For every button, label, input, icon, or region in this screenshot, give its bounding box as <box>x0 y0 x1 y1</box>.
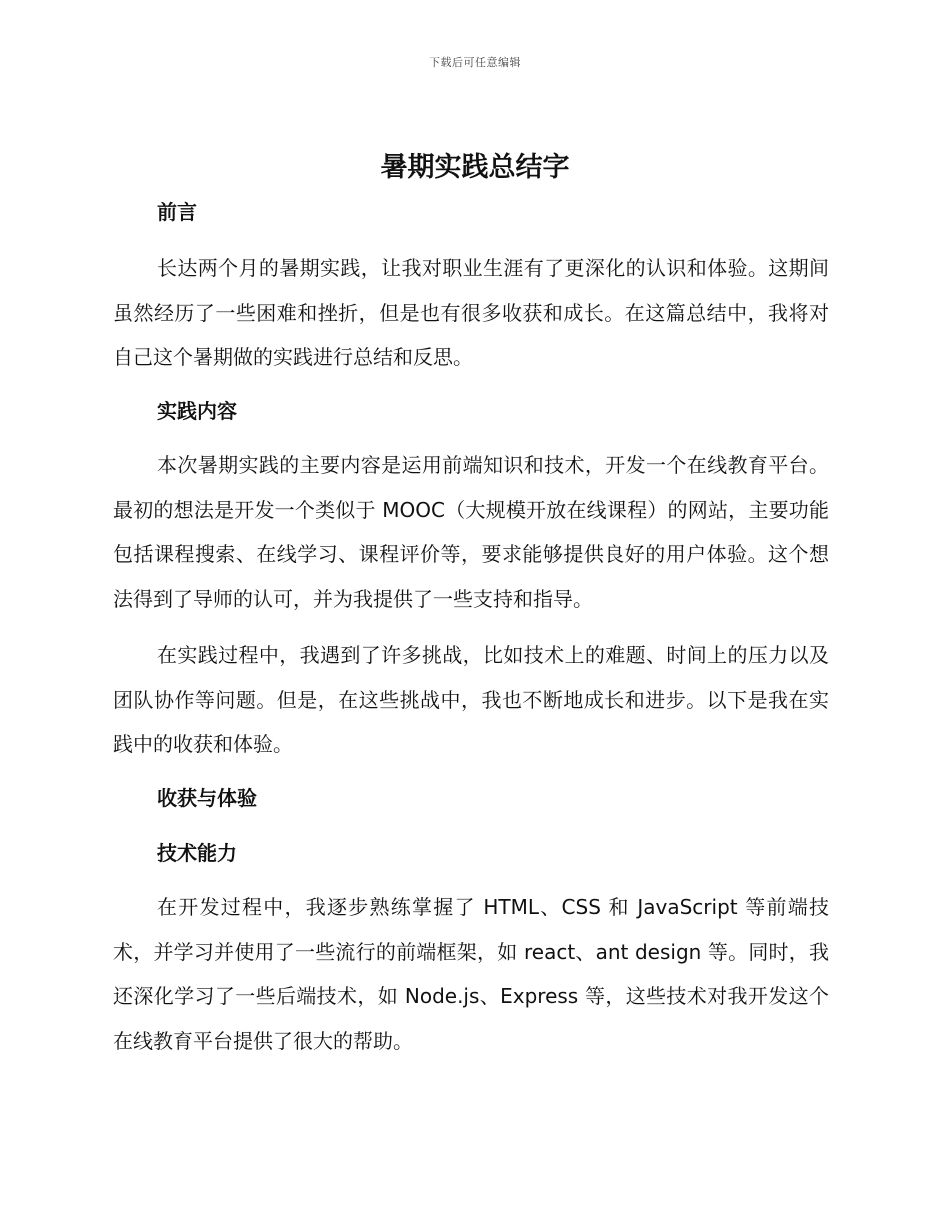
heading-practice-content: 实践内容 <box>157 399 237 423</box>
paragraph-content-2: 在实践过程中，我遇到了许多挑战，比如技术上的难题、时间上的压力以及团队协作等问题。但是，在这些挑战中，我也不断地成长和进步。以下是我在实践中的收获和体验。 <box>113 643 829 756</box>
heading-gains: 收获与体验 <box>157 786 257 810</box>
document-title: 暑期实践总结字 <box>380 152 570 183</box>
heading-tech-skills: 技术能力 <box>157 841 237 865</box>
paragraph-content-1: 本次暑期实践的主要内容是运用前端知识和技术，开发一个在线教育平台。最初的想法是开发一个类似于 MOOC（大规模开放在线课程）的网站，主要功能包括课程搜索、在线学习、课程评价等，要求能够提供良好的用户体验。这个想法得到了导师的认可，并为我提供了一些支持和指导。 <box>113 453 829 611</box>
header-note: 下载后可任意编辑 <box>429 56 521 69</box>
paragraph-preface-1: 长达两个月的暑期实践，让我对职业生涯有了更深化的认识和体验。这期间虽然经历了一些困难和挫折，但是也有很多收获和成长。在这篇总结中，我将对自己这个暑期做的实践进行总结和反思。 <box>113 256 829 369</box>
paragraph-tech-1: 在开发过程中，我逐步熟练掌握了 HTML、CSS 和 JavaScript 等前端技术，并学习并使用了一些流行的前端框架，如 react、ant design 等。同时，我还深化学习了一些后端技术，如 Node.js、Express 等，这些技术对我开发这个在线教育平台提供了很大的帮助。 <box>113 895 829 1053</box>
heading-preface: 前言 <box>157 200 197 224</box>
